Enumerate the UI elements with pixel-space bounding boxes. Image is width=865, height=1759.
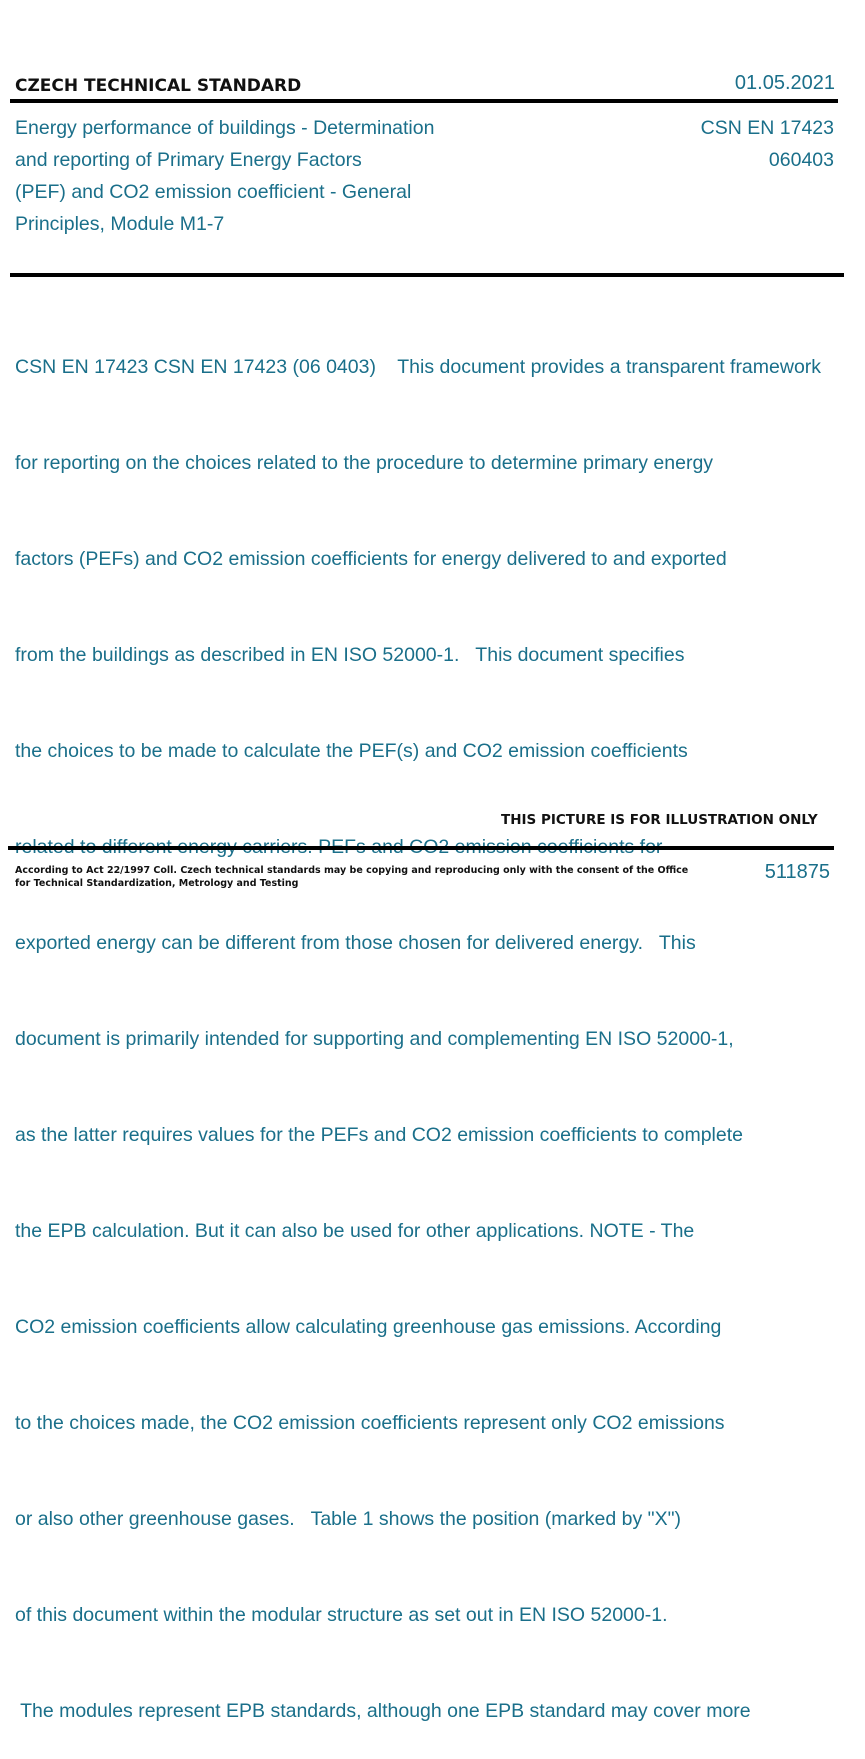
abstract-line: for reporting on the choices related to the procedure to determine primary energy [15, 452, 714, 474]
standard-code: CSN EN 17423 [700, 117, 834, 139]
abstract-line: The modules represent EPB standards, although one EPB standard may cover more [15, 1700, 751, 1722]
standard-title-line: and reporting of Primary Energy Factors [15, 149, 362, 171]
standard-title-line: Principles, Module M1-7 [15, 213, 225, 235]
abstract-line: exported energy can be different from those chosen for delivered energy. This [15, 932, 696, 954]
standard-title-line: Energy performance of buildings - Determination [15, 117, 435, 139]
abstract-line: to the choices made, the CO2 emission coefficients represent only CO2 emissions [15, 1412, 725, 1434]
publication-date: 01.05.2021 [734, 72, 835, 94]
abstract-line: the EPB calculation. But it can also be used for other applications. NOTE - The [15, 1220, 695, 1242]
abstract-line: as the latter requires values for the PEFs and CO2 emission coefficients to complete [15, 1124, 743, 1146]
header-divider [10, 99, 838, 103]
abstract-line: document is primarily intended for supporting and complementing EN ISO 52000-1, [15, 1028, 734, 1050]
standard-title-line: (PEF) and CO2 emission coefficient - General [15, 181, 412, 203]
abstract-line: CO2 emission coefficients allow calculating greenhouse gas emissions. According [15, 1316, 722, 1338]
abstract-line: from the buildings as described in EN ISO 52000-1. This document specifies [15, 644, 685, 666]
illustration-note: THIS PICTURE IS FOR ILLUSTRATION ONLY [501, 812, 818, 828]
abstract-line: of this document within the modular structure as set out in EN ISO 52000-1. [15, 1604, 668, 1626]
abstract-text [15, 287, 865, 1759]
abstract-line: factors (PEFs) and CO2 emission coefficients for energy delivered to and exported [15, 548, 727, 570]
legal-notice-line: for Technical Standardization, Metrology and Testing [15, 878, 299, 889]
abstract-line: related to different energy carriers. PEFs and CO2 emission coefficients for [15, 836, 663, 858]
title-divider [10, 273, 844, 277]
abstract-line: CSN EN 17423 CSN EN 17423 (06 0403) This document provides a transparent framework [15, 356, 822, 378]
abstract-line: or also other greenhouse gases. Table 1 shows the position (marked by "X") [15, 1508, 682, 1530]
legal-notice-line: According to Act 22/1997 Coll. Czech technical standards may be copying and reproducing only with the consent of the Office [15, 865, 689, 876]
legal-notice [15, 864, 688, 890]
standard-header-title: CZECH TECHNICAL STANDARD [15, 76, 302, 96]
abstract-line: the choices to be made to calculate the PEF(s) and CO2 emission coefficients [15, 740, 688, 762]
footer-divider [8, 846, 834, 850]
standard-class-number: 060403 [768, 149, 834, 171]
document-number: 511875 [764, 861, 830, 883]
